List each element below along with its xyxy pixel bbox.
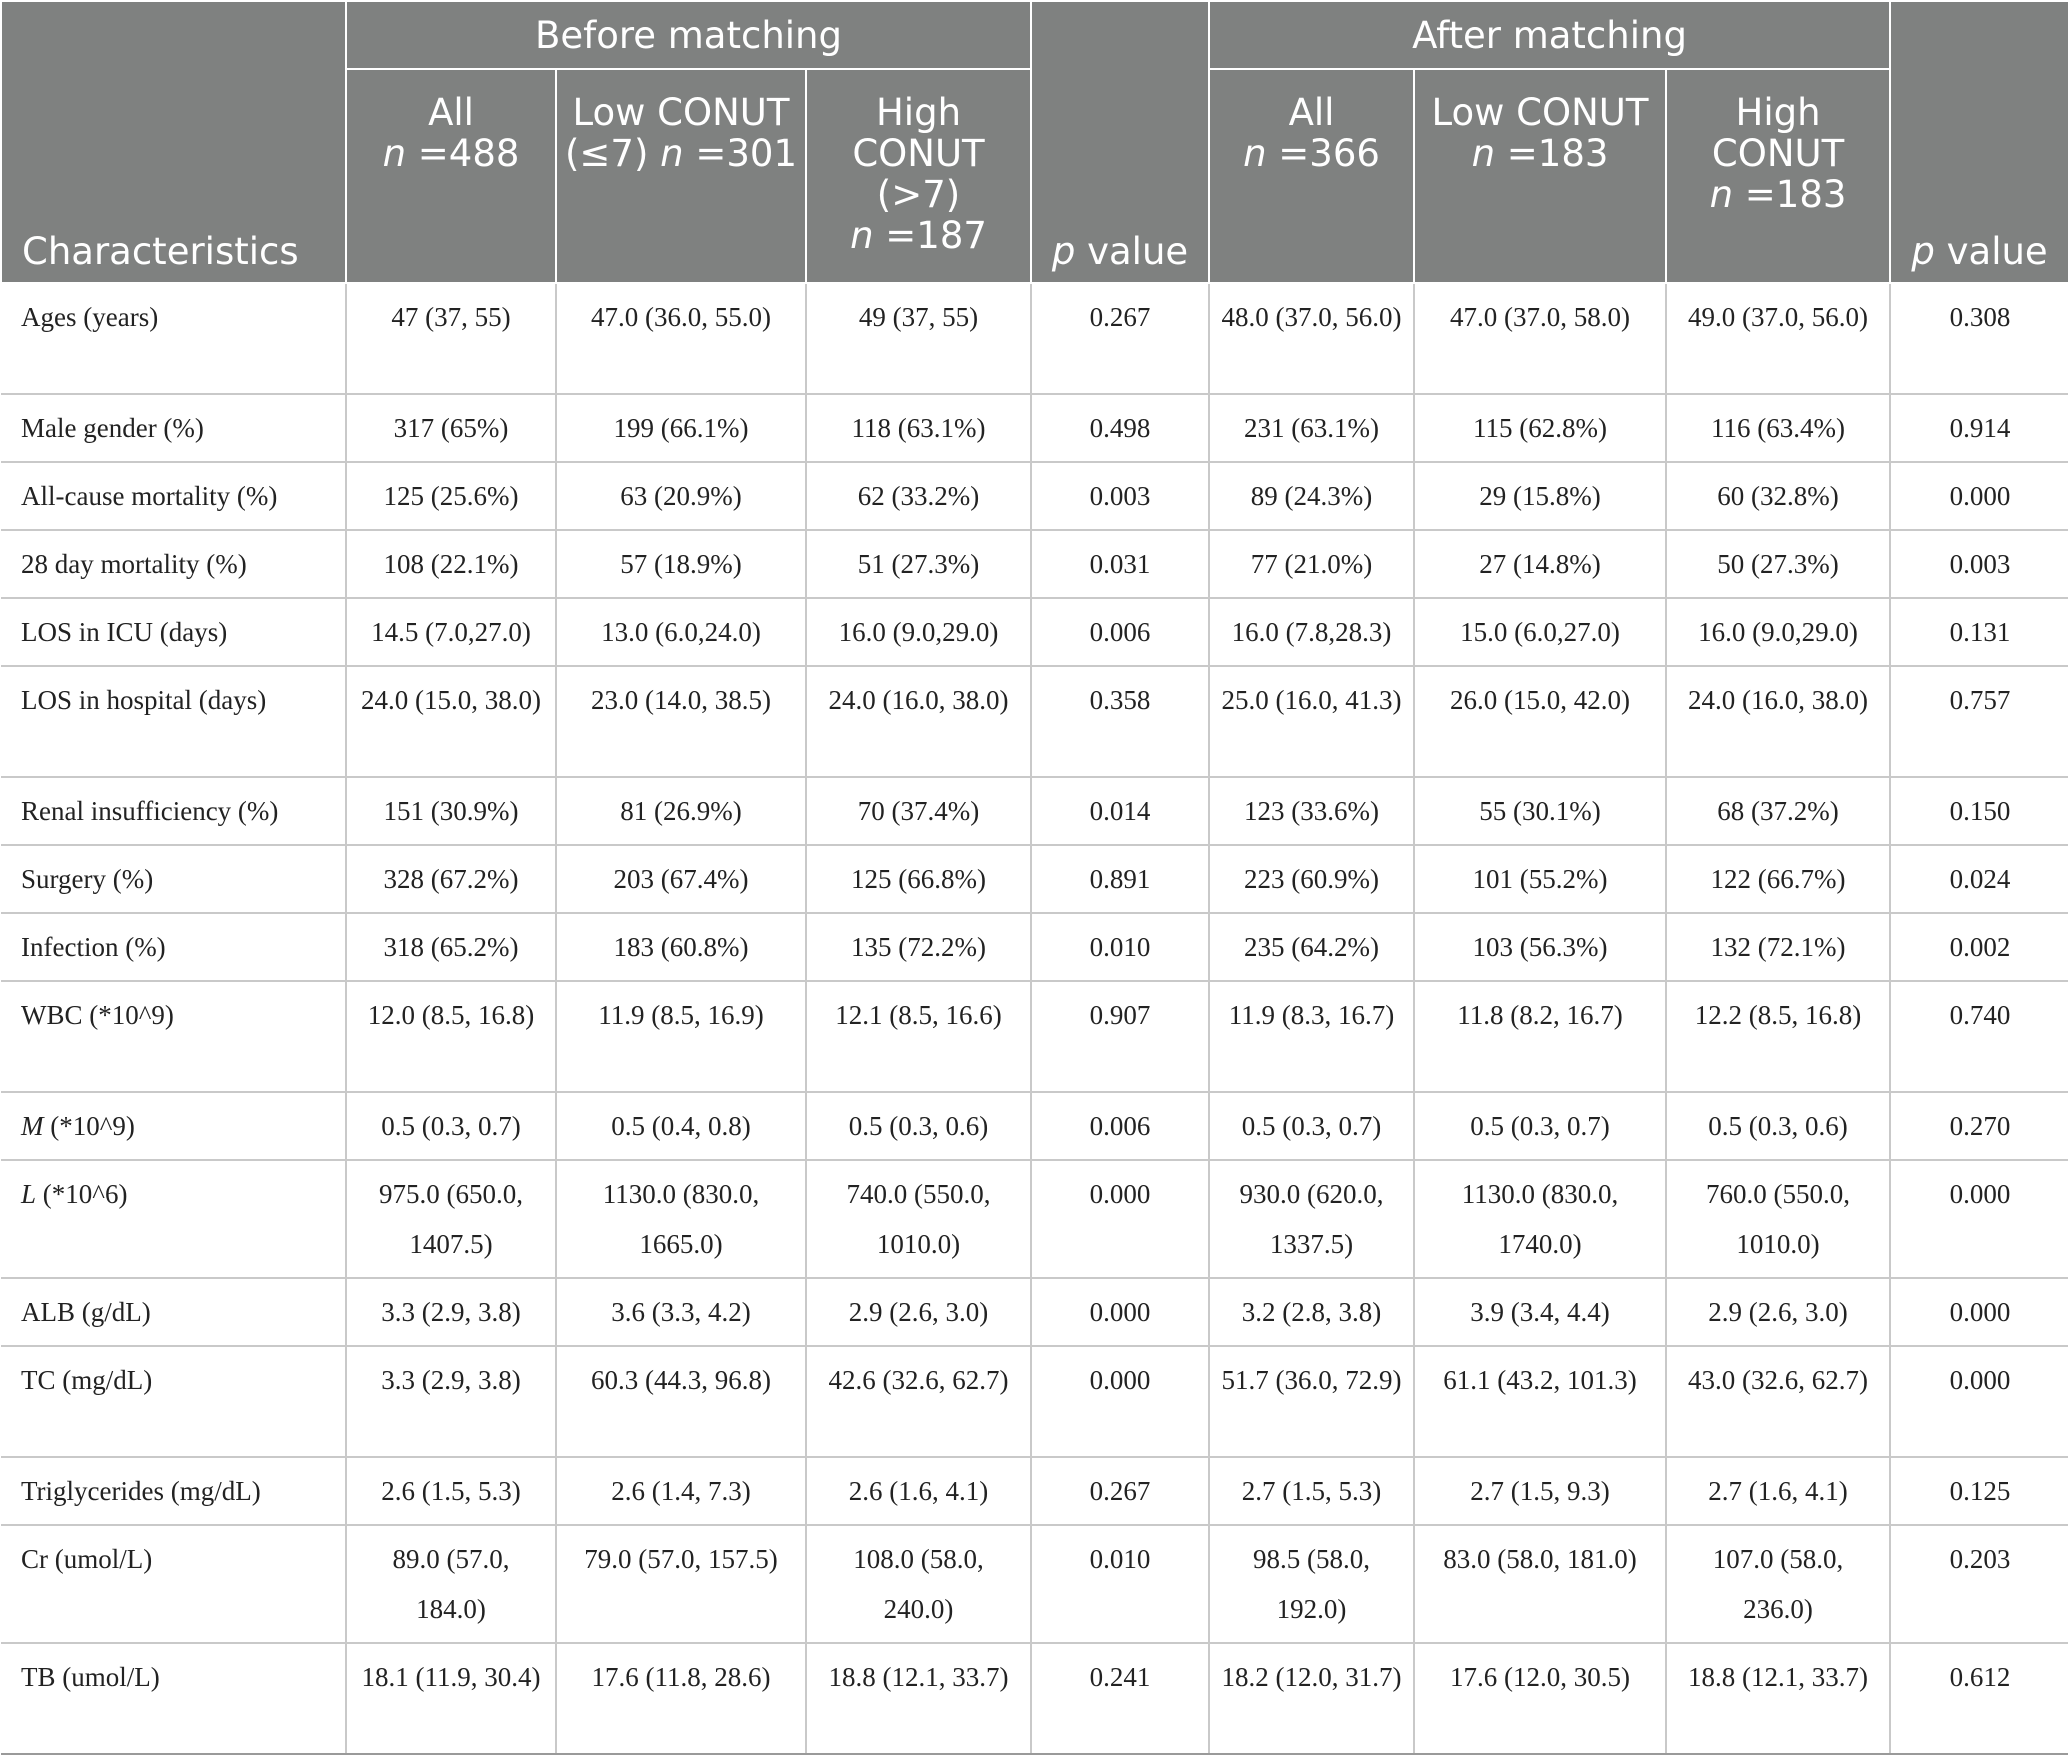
- p-value-cell: 0.010: [1031, 913, 1209, 981]
- table-cell: 98.5 (58.0, 192.0): [1209, 1525, 1414, 1643]
- table-row: [1, 1525, 2068, 1643]
- table-row: [1, 1092, 2068, 1160]
- p-value-text: value: [1934, 230, 2048, 273]
- table-cell: 3.6 (3.3, 4.2): [556, 1278, 806, 1346]
- table-row: [1, 1457, 2068, 1525]
- row-label: [1, 913, 346, 981]
- row-label-text: Male gender (%): [21, 413, 204, 443]
- row-label: [1, 777, 346, 845]
- row-label: [1, 1457, 346, 1525]
- row-label-text: Infection (%): [21, 932, 166, 962]
- table-body: [1, 283, 2068, 1754]
- p-value-cell: 0.270: [1890, 1092, 2068, 1160]
- table-cell: 12.2 (8.5, 16.8): [1666, 981, 1890, 1092]
- header-label: All: [428, 91, 474, 134]
- row-label: [1, 530, 346, 598]
- table-cell: 23.0 (14.0, 38.5): [556, 666, 806, 777]
- table-row: [1, 666, 2068, 777]
- table-cell: 15.0 (6.0,27.0): [1414, 598, 1666, 666]
- header-before-low-conut: [556, 69, 806, 283]
- table-cell: 2.7 (1.6, 4.1): [1666, 1457, 1890, 1525]
- table-cell: 24.0 (16.0, 38.0): [1666, 666, 1890, 777]
- row-label: [1, 598, 346, 666]
- header-p-value-after: [1890, 1, 2068, 283]
- table-cell: 223 (60.9%): [1209, 845, 1414, 913]
- table-header: [1, 1, 2068, 283]
- p-value-cell: 0.891: [1031, 845, 1209, 913]
- header-before-matching: Before matching: [346, 1, 1031, 69]
- p-value-cell: 0.031: [1031, 530, 1209, 598]
- p-value-cell: 0.125: [1890, 1457, 2068, 1525]
- table-cell: 151 (30.9%): [346, 777, 556, 845]
- table-cell: 11.9 (8.3, 16.7): [1209, 981, 1414, 1092]
- header-after-high-conut: [1666, 69, 1890, 283]
- table-row: [1, 981, 2068, 1092]
- p-value-cell: 0.000: [1890, 1278, 2068, 1346]
- p-value-cell: 0.024: [1890, 845, 2068, 913]
- p-value-cell: 0.498: [1031, 394, 1209, 462]
- table-cell: 318 (65.2%): [346, 913, 556, 981]
- table-cell: 24.0 (16.0, 38.0): [806, 666, 1031, 777]
- row-label-text: TC (mg/dL): [21, 1365, 153, 1395]
- table-cell: 3.3 (2.9, 3.8): [346, 1346, 556, 1457]
- header-count: =301: [683, 132, 798, 175]
- header-after-low-conut: [1414, 69, 1666, 283]
- table-cell: 61.1 (43.2, 101.3): [1414, 1346, 1666, 1457]
- table-cell: 18.8 (12.1, 33.7): [1666, 1643, 1890, 1754]
- table-cell: 51 (27.3%): [806, 530, 1031, 598]
- row-label: [1, 283, 346, 394]
- row-label-text: 28 day mortality (%): [21, 549, 247, 579]
- row-label-text: Cr (umol/L): [21, 1544, 153, 1574]
- row-label-text: Surgery (%): [21, 864, 154, 894]
- table-cell: 740.0 (550.0, 1010.0): [806, 1160, 1031, 1278]
- table-cell: 81 (26.9%): [556, 777, 806, 845]
- p-value-cell: 0.757: [1890, 666, 2068, 777]
- table-cell: 125 (25.6%): [346, 462, 556, 530]
- table-cell: 328 (67.2%): [346, 845, 556, 913]
- n-symbol: n: [382, 132, 407, 175]
- table-cell: 51.7 (36.0, 72.9): [1209, 1346, 1414, 1457]
- table-cell: 199 (66.1%): [556, 394, 806, 462]
- p-value-cell: 0.358: [1031, 666, 1209, 777]
- row-label-text: ALB (g/dL): [21, 1297, 151, 1327]
- p-value-cell: 0.000: [1031, 1278, 1209, 1346]
- table-cell: 70 (37.4%): [806, 777, 1031, 845]
- table-cell: 0.5 (0.3, 0.7): [1414, 1092, 1666, 1160]
- row-label-symbol: L: [21, 1179, 37, 1209]
- table-cell: 203 (67.4%): [556, 845, 806, 913]
- p-value-cell: 0.308: [1890, 283, 2068, 394]
- header-characteristics: Characteristics: [1, 1, 346, 283]
- table-cell: 11.9 (8.5, 16.9): [556, 981, 806, 1092]
- table-cell: 103 (56.3%): [1414, 913, 1666, 981]
- table-cell: 24.0 (15.0, 38.0): [346, 666, 556, 777]
- table-cell: 49.0 (37.0, 56.0): [1666, 283, 1890, 394]
- table-cell: 3.9 (3.4, 4.4): [1414, 1278, 1666, 1346]
- table-row: [1, 598, 2068, 666]
- p-value-cell: 0.006: [1031, 598, 1209, 666]
- table-cell: 79.0 (57.0, 157.5): [556, 1525, 806, 1643]
- header-count: =187: [873, 214, 987, 257]
- table-cell: 183 (60.8%): [556, 913, 806, 981]
- table-cell: 118 (63.1%): [806, 394, 1031, 462]
- row-label-text: Triglycerides (mg/dL): [21, 1476, 261, 1506]
- p-value-cell: 0.010: [1031, 1525, 1209, 1643]
- table-cell: 47.0 (37.0, 58.0): [1414, 283, 1666, 394]
- table-row: [1, 1160, 2068, 1278]
- row-label-text: All-cause mortality (%): [21, 481, 278, 511]
- table-cell: 16.0 (7.8,28.3): [1209, 598, 1414, 666]
- table-cell: 83.0 (58.0, 181.0): [1414, 1525, 1666, 1643]
- row-label-text: TB (umol/L): [21, 1662, 160, 1692]
- table-cell: 3.3 (2.9, 3.8): [346, 1278, 556, 1346]
- table-cell: 60.3 (44.3, 96.8): [556, 1346, 806, 1457]
- n-symbol: n: [850, 214, 874, 257]
- table-cell: 2.7 (1.5, 5.3): [1209, 1457, 1414, 1525]
- header-label: All: [1288, 91, 1335, 134]
- header-before-all: [346, 69, 556, 283]
- p-value-cell: 0.907: [1031, 981, 1209, 1092]
- table-cell: 1130.0 (830.0, 1740.0): [1414, 1160, 1666, 1278]
- row-label: [1, 1525, 346, 1643]
- p-value-cell: 0.612: [1890, 1643, 2068, 1754]
- table-cell: 2.7 (1.5, 9.3): [1414, 1457, 1666, 1525]
- table-cell: 17.6 (11.8, 28.6): [556, 1643, 806, 1754]
- p-value-cell: 0.914: [1890, 394, 2068, 462]
- table-cell: 2.9 (2.6, 3.0): [1666, 1278, 1890, 1346]
- table-cell: 14.5 (7.0,27.0): [346, 598, 556, 666]
- row-label-text: Ages (years): [21, 302, 159, 332]
- table-cell: 0.5 (0.3, 0.6): [806, 1092, 1031, 1160]
- table-cell: 0.5 (0.4, 0.8): [556, 1092, 806, 1160]
- table-cell: 108 (22.1%): [346, 530, 556, 598]
- table-cell: 43.0 (32.6, 62.7): [1666, 1346, 1890, 1457]
- table-cell: 2.9 (2.6, 3.0): [806, 1278, 1031, 1346]
- table-cell: 49 (37, 55): [806, 283, 1031, 394]
- p-value-text: value: [1075, 230, 1189, 273]
- table-row: [1, 283, 2068, 394]
- table-cell: 18.8 (12.1, 33.7): [806, 1643, 1031, 1754]
- p-value-cell: 0.000: [1031, 1160, 1209, 1278]
- table-cell: 11.8 (8.2, 16.7): [1414, 981, 1666, 1092]
- row-label: [1, 1160, 346, 1278]
- table-cell: 48.0 (37.0, 56.0): [1209, 283, 1414, 394]
- table-cell: 2.6 (1.5, 5.3): [346, 1457, 556, 1525]
- table-cell: 17.6 (12.0, 30.5): [1414, 1643, 1666, 1754]
- table-cell: 29 (15.8%): [1414, 462, 1666, 530]
- table-cell: 68 (37.2%): [1666, 777, 1890, 845]
- table-cell: 47 (37, 55): [346, 283, 556, 394]
- row-label: [1, 845, 346, 913]
- p-value-cell: 0.002: [1890, 913, 2068, 981]
- p-value-cell: 0.150: [1890, 777, 2068, 845]
- row-label-text: WBC (*10^9): [21, 1000, 174, 1030]
- p-value-cell: 0.203: [1890, 1525, 2068, 1643]
- table-cell: 50 (27.3%): [1666, 530, 1890, 598]
- table-cell: 42.6 (32.6, 62.7): [806, 1346, 1031, 1457]
- table-cell: 16.0 (9.0,29.0): [1666, 598, 1890, 666]
- table-cell: 975.0 (650.0, 1407.5): [346, 1160, 556, 1278]
- p-symbol: p: [1911, 230, 1935, 273]
- p-value-cell: 0.000: [1890, 462, 2068, 530]
- row-label-text: LOS in ICU (days): [21, 617, 228, 647]
- row-label: [1, 462, 346, 530]
- header-label: Low CONUT: [1431, 91, 1649, 134]
- table-cell: 930.0 (620.0, 1337.5): [1209, 1160, 1414, 1278]
- table-cell: 132 (72.1%): [1666, 913, 1890, 981]
- table-cell: 0.5 (0.3, 0.7): [1209, 1092, 1414, 1160]
- table-cell: 27 (14.8%): [1414, 530, 1666, 598]
- p-value-cell: 0.014: [1031, 777, 1209, 845]
- row-label: [1, 666, 346, 777]
- table-cell: 13.0 (6.0,24.0): [556, 598, 806, 666]
- row-label: [1, 981, 346, 1092]
- n-symbol: n: [1243, 132, 1267, 175]
- p-value-cell: 0.131: [1890, 598, 2068, 666]
- table-cell: 25.0 (16.0, 41.3): [1209, 666, 1414, 777]
- row-label: [1, 394, 346, 462]
- row-label: [1, 1278, 346, 1346]
- table-row: [1, 1346, 2068, 1457]
- header-after-all: [1209, 69, 1414, 283]
- table-cell: 3.2 (2.8, 3.8): [1209, 1278, 1414, 1346]
- n-symbol: n: [1471, 132, 1496, 175]
- table-cell: 101 (55.2%): [1414, 845, 1666, 913]
- table-cell: 122 (66.7%): [1666, 845, 1890, 913]
- header-label: High CONUT: [1711, 91, 1845, 175]
- p-value-cell: 0.000: [1890, 1160, 2068, 1278]
- table-cell: 0.5 (0.3, 0.6): [1666, 1092, 1890, 1160]
- table-cell: 63 (20.9%): [556, 462, 806, 530]
- p-value-cell: 0.003: [1031, 462, 1209, 530]
- table-cell: 2.6 (1.6, 4.1): [806, 1457, 1031, 1525]
- n-symbol: n: [660, 132, 684, 175]
- table-cell: 77 (21.0%): [1209, 530, 1414, 598]
- row-label-text: Renal insufficiency (%): [21, 796, 279, 826]
- row-label: [1, 1346, 346, 1457]
- table-row: [1, 777, 2068, 845]
- table-cell: 2.6 (1.4, 7.3): [556, 1457, 806, 1525]
- table-cell: 18.2 (12.0, 31.7): [1209, 1643, 1414, 1754]
- table-cell: 317 (65%): [346, 394, 556, 462]
- p-value-cell: 0.267: [1031, 283, 1209, 394]
- p-value-cell: 0.000: [1890, 1346, 2068, 1457]
- p-symbol: p: [1051, 230, 1076, 273]
- row-label-text: LOS in hospital (days): [21, 685, 267, 715]
- table-row: [1, 913, 2068, 981]
- p-value-cell: 0.241: [1031, 1643, 1209, 1754]
- table-row: [1, 1643, 2068, 1754]
- table-cell: 57 (18.9%): [556, 530, 806, 598]
- table-cell: 231 (63.1%): [1209, 394, 1414, 462]
- header-before-high-conut: [806, 69, 1031, 283]
- header-count: =183: [1733, 173, 1847, 216]
- table-cell: 12.0 (8.5, 16.8): [346, 981, 556, 1092]
- row-label: [1, 1643, 346, 1754]
- header-group-row: [1, 1, 2068, 69]
- table-cell: 60 (32.8%): [1666, 462, 1890, 530]
- table-cell: 62 (33.2%): [806, 462, 1031, 530]
- table-cell: 47.0 (36.0, 55.0): [556, 283, 806, 394]
- table-cell: 108.0 (58.0, 240.0): [806, 1525, 1031, 1643]
- header-after-matching: After matching: [1209, 1, 1890, 69]
- table-cell: 135 (72.2%): [806, 913, 1031, 981]
- header-count: =183: [1495, 132, 1609, 175]
- table-row: [1, 530, 2068, 598]
- table-row: [1, 845, 2068, 913]
- row-label-symbol: M: [21, 1111, 44, 1141]
- table-cell: 1130.0 (830.0, 1665.0): [556, 1160, 806, 1278]
- table-cell: 115 (62.8%): [1414, 394, 1666, 462]
- n-symbol: n: [1709, 173, 1734, 216]
- table-cell: 125 (66.8%): [806, 845, 1031, 913]
- table-cell: 12.1 (8.5, 16.6): [806, 981, 1031, 1092]
- header-label: Low CONUT (≤7): [564, 91, 790, 175]
- p-value-cell: 0.006: [1031, 1092, 1209, 1160]
- table-cell: 116 (63.4%): [1666, 394, 1890, 462]
- table-cell: 16.0 (9.0,29.0): [806, 598, 1031, 666]
- table-cell: 0.5 (0.3, 0.7): [346, 1092, 556, 1160]
- table-cell: 760.0 (550.0, 1010.0): [1666, 1160, 1890, 1278]
- table-cell: 107.0 (58.0, 236.0): [1666, 1525, 1890, 1643]
- header-count: =366: [1266, 132, 1380, 175]
- row-label-text: (*10^9): [43, 1111, 135, 1141]
- header-p-value-before: [1031, 1, 1209, 283]
- p-value-cell: 0.000: [1031, 1346, 1209, 1457]
- table-cell: 18.1 (11.9, 30.4): [346, 1643, 556, 1754]
- table-cell: 55 (30.1%): [1414, 777, 1666, 845]
- table-cell: 89 (24.3%): [1209, 462, 1414, 530]
- p-value-cell: 0.003: [1890, 530, 2068, 598]
- table-cell: 89.0 (57.0, 184.0): [346, 1525, 556, 1643]
- table-row: [1, 394, 2068, 462]
- p-value-cell: 0.740: [1890, 981, 2068, 1092]
- header-count: =488: [406, 132, 520, 175]
- row-label: [1, 1092, 346, 1160]
- row-label-text: (*10^6): [36, 1179, 128, 1209]
- table-cell: 235 (64.2%): [1209, 913, 1414, 981]
- table-row: [1, 462, 2068, 530]
- table-row: [1, 1278, 2068, 1346]
- header-label: High CONUT (>7): [852, 91, 985, 216]
- p-value-cell: 0.267: [1031, 1457, 1209, 1525]
- table-cell: 123 (33.6%): [1209, 777, 1414, 845]
- table-cell: 26.0 (15.0, 42.0): [1414, 666, 1666, 777]
